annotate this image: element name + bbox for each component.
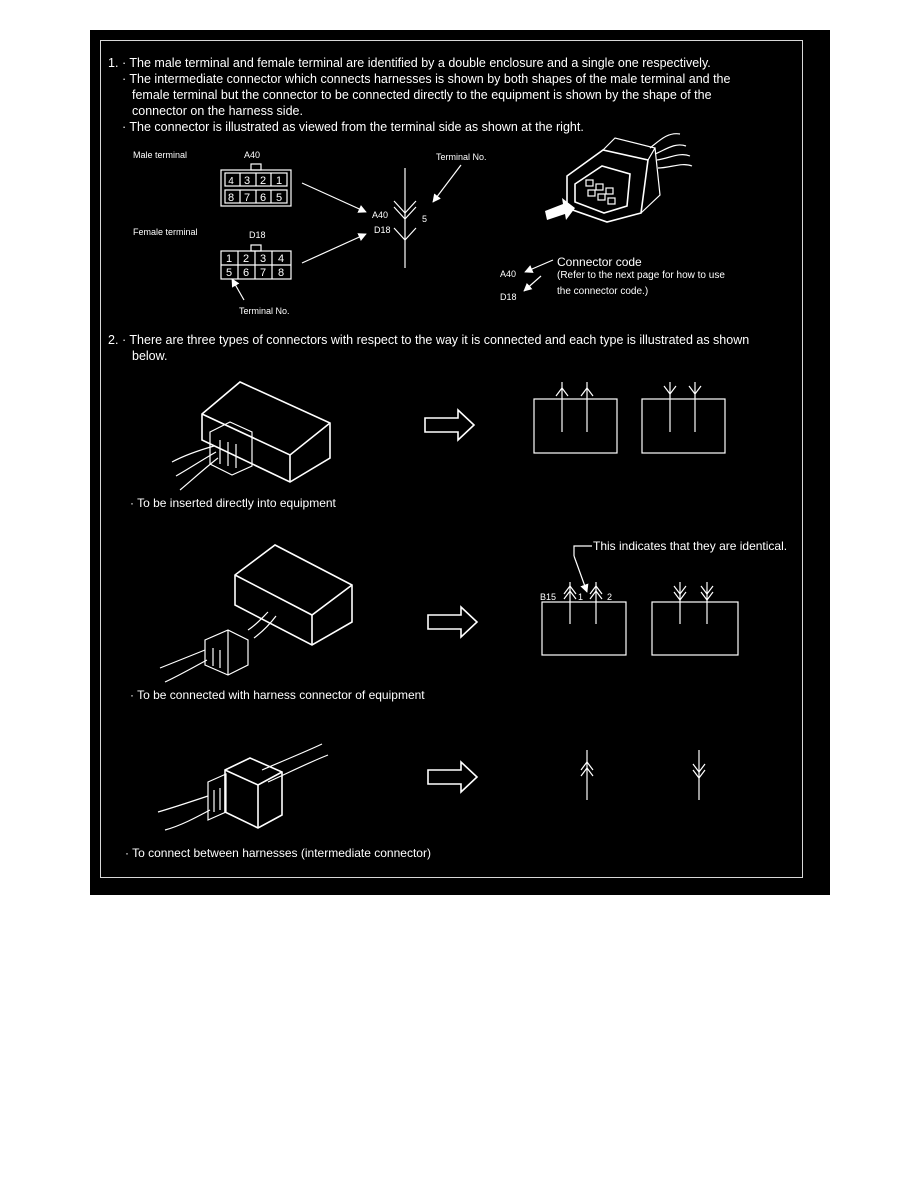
type3-caption: · To connect between harnesses (intermediate connector) (125, 846, 431, 860)
female-pin: 5 (225, 267, 233, 279)
direction-arrow (425, 410, 474, 440)
type2-caption: · To be connected with harness connector of equipment (130, 688, 425, 702)
male-pin: 5 (275, 192, 283, 204)
identical-note: This indicates that they are identical. (593, 539, 788, 553)
pointer-arrow (232, 279, 244, 300)
type1-symbol-male (534, 382, 617, 453)
terminal-no-label-top: Terminal No. (436, 152, 487, 162)
type1-caption: · To be inserted directly into equipment (130, 496, 336, 510)
wire-code-a: A40 (372, 210, 389, 220)
type2-pin1: 1 (578, 592, 584, 602)
connector-code-note-2: the connector code.) (557, 286, 649, 297)
pointer-arrow (302, 183, 366, 212)
section2-line2: below. (132, 349, 168, 363)
section1-line5: · The connector is illustrated as viewed from the terminal side as shown at the right. (122, 120, 584, 134)
section2-line1: · There are three types of connectors with respect to the way it is connected and each type is illustrated as shown (122, 333, 750, 347)
male-connector-code: A40 (244, 150, 261, 160)
pointer-arrow (302, 234, 366, 263)
male-pin: 4 (228, 176, 234, 187)
female-terminal-label: Female terminal (133, 227, 198, 237)
type2-symbol-female (652, 582, 738, 655)
type2-code: B15 (540, 592, 557, 602)
type1-symbol-female (642, 382, 725, 453)
wire-code-d: D18 (374, 225, 391, 235)
pointer-arrow (524, 276, 541, 291)
male-pin: 3 (243, 175, 251, 187)
female-pin: 6 (242, 267, 250, 279)
direction-arrow (428, 762, 477, 792)
male-connector-face (221, 164, 291, 206)
female-pin: 3 (259, 253, 267, 265)
male-pin: 2 (259, 175, 267, 187)
male-pin: 1 (275, 175, 283, 187)
female-connector-code: D18 (249, 230, 266, 240)
type3-connector-drawing (158, 744, 328, 830)
connector-code-a: A40 (500, 269, 517, 279)
female-connector-face (221, 245, 291, 279)
female-pin: 4 (277, 253, 285, 265)
wire-pin-number: 5 (422, 214, 428, 224)
type1-connector-drawing (172, 382, 330, 490)
identical-note-pointer (574, 546, 592, 592)
direction-arrow (428, 607, 477, 637)
male-pin: 6 (259, 192, 267, 204)
section1-line4: connector on the harness side. (132, 104, 303, 118)
female-pin: 8 (277, 267, 285, 279)
section1-number: 1. (108, 56, 119, 70)
section1-line1: · The male terminal and female terminal are identified by a double enclosure and a single one respectively. (122, 56, 711, 70)
connector-code-title: Connector code (557, 255, 642, 269)
terminal-no-label-bottom: Terminal No. (239, 306, 290, 316)
connector-code-note-1: (Refer to the next page for how to use (557, 270, 725, 281)
pointer-arrow (525, 260, 553, 272)
section1-line3: female terminal but the connector to be connected directly to the equipment is shown by the shape of the (132, 88, 712, 102)
female-pin: 1 (225, 253, 233, 265)
male-pin: 8 (227, 192, 235, 204)
section2-number: 2. (108, 333, 119, 347)
type2-connector-drawing (160, 545, 352, 682)
female-pin: 2 (242, 253, 250, 265)
section1-line2: · The intermediate connector which connects harnesses is shown by both shapes of the male terminal and the (122, 72, 731, 86)
male-pin: 7 (243, 192, 251, 204)
type3-symbol-male (581, 750, 593, 800)
male-terminal-label: Male terminal (133, 150, 188, 160)
connector-code-d: D18 (500, 292, 517, 302)
female-pin: 7 (259, 267, 267, 279)
connector-3d-illustration (545, 134, 692, 222)
type2-pin2: 2 (607, 592, 613, 602)
wire-diagram (394, 165, 461, 268)
type3-symbol-female (693, 750, 705, 800)
